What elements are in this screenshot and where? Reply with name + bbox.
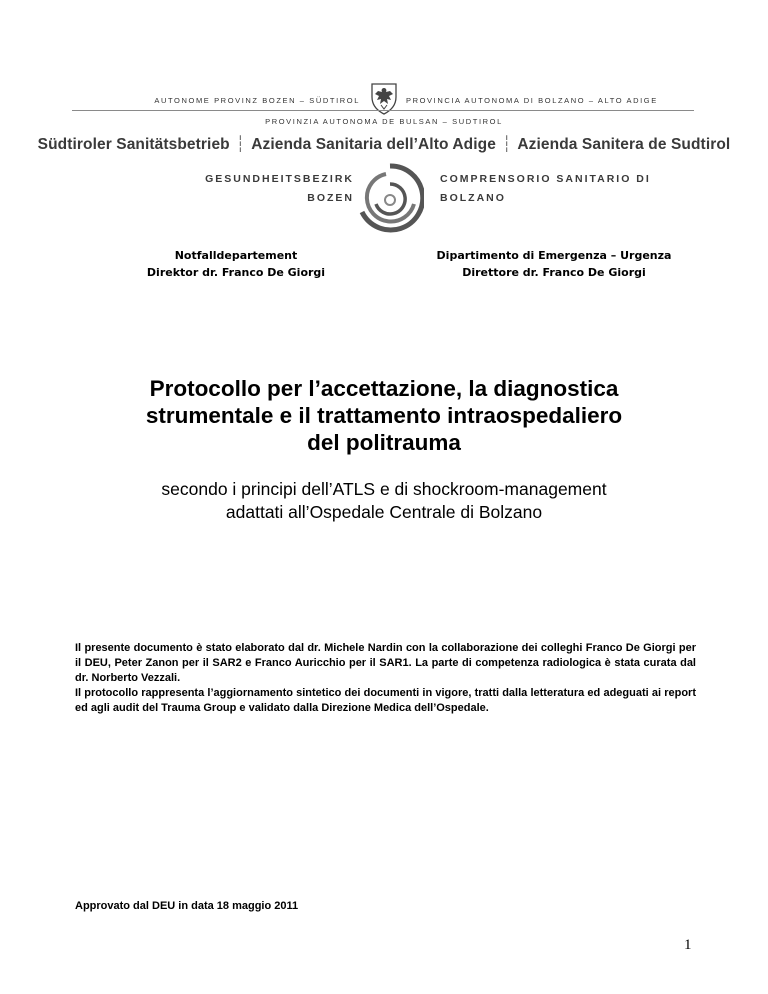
approval-note: Approvato dal DEU in data 18 maggio 2011 — [75, 900, 299, 912]
organization-line — [0, 135, 768, 154]
district-de — [205, 170, 354, 208]
health-district-logo-icon — [356, 160, 424, 240]
body-paragraph: Il protocollo rappresenta l’aggiornamento sintetico dei documenti in vigore, tratti dalla letteratura ed adeguati ai report ed agli audit del Trauma Group e validato dalla Direzione Medica dell’Ospedale. — [75, 687, 696, 714]
district-it-line2: BOLZANO — [440, 192, 506, 204]
title-line: strumentale e il trattamento intraospedaliero — [145, 403, 623, 428]
district-it — [440, 170, 651, 208]
department-it-name: Dipartimento di Emergenza – Urgenza — [436, 249, 672, 262]
document-title — [0, 375, 768, 456]
page-number: 1 — [684, 937, 692, 953]
org-separator: ┆ — [501, 136, 512, 153]
title-line: Protocollo per l’accettazione, la diagnostica — [149, 376, 619, 401]
department-de-director: Direktor dr. Franco De Giorgi — [146, 266, 326, 279]
subtitle-line: adattati all’Ospedale Centrale di Bolzano — [225, 502, 543, 522]
org-it-name: Azienda Sanitaria dell’Alto Adige — [251, 136, 496, 153]
district-de-line2: BOZEN — [307, 192, 354, 204]
department-it — [412, 247, 696, 281]
department-de-name: Notfalldepartement — [174, 249, 298, 262]
document-subtitle — [0, 478, 768, 524]
district-it-line1: COMPRENSORIO SANITARIO DI — [440, 173, 651, 185]
department-de — [118, 247, 354, 281]
body-paragraph: Il presente documento è stato elaborato dal dr. Michele Nardin con la collaborazione dei colleghi Franco De Giorgi per il DEU, Peter Zanon per il SAR2 e Franco Auricchio per il SAR1. La parte di competenza radiologica è stata curata dal dr. Norberto Vezzali. — [75, 642, 696, 684]
org-de-name: Südtiroler Sanitätsbetrieb — [37, 136, 230, 153]
province-lad-label: PROVINZIA AUTONOMA DE BULSAN – SUDTIROL — [265, 117, 503, 126]
org-lad-name: Azienda Sanitera de Sudtirol — [517, 136, 731, 153]
subtitle-line: secondo i principi dell’ATLS e di shockroom-management — [161, 479, 607, 499]
header-divider — [72, 110, 694, 111]
province-de-label: AUTONOME PROVINZ BOZEN – SÜDTIROL — [154, 96, 360, 105]
province-it-label: PROVINCIA AUTONOMA DI BOLZANO – ALTO ADIGE — [406, 96, 658, 105]
document-body — [75, 641, 696, 716]
org-separator: ┆ — [235, 136, 246, 153]
title-line: del politrauma — [307, 430, 461, 455]
district-de-line1: GESUNDHEITSBEZIRK — [205, 173, 354, 185]
department-it-director: Direttore dr. Franco De Giorgi — [462, 266, 646, 279]
